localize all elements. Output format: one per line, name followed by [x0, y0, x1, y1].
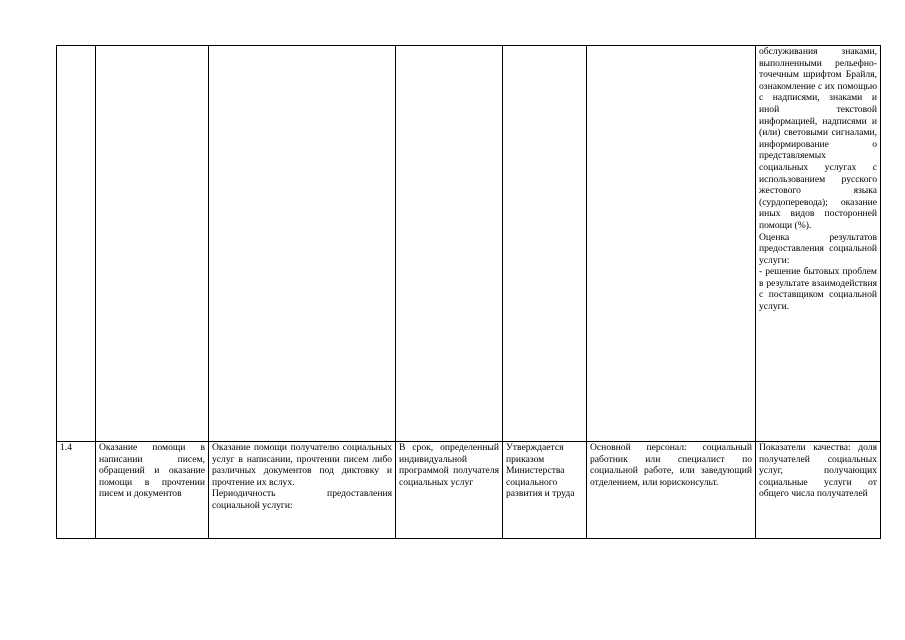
- cell-staff: [587, 46, 756, 442]
- cell-quality: [756, 46, 881, 442]
- cell-service-name: Оказание помощи в написании писем, обращений и оказание помощи в прочтении писем и документов: [96, 442, 209, 539]
- quality-paragraph: Показатели качества: доля получателей социальных услуг, получающих социальные услуги от общего числа получателей: [759, 442, 877, 500]
- description-paragraph: Оказание помощи получателю социальных услуг в написании, прочтении писем либо различных документов под диктовку и прочтение их вслух.: [212, 442, 392, 488]
- table-row: [57, 46, 881, 442]
- cell-staff: Основной персонал: социальный работник или специалист по социальной работе, или заведующий отделением, или юрисконсульт.: [587, 442, 756, 539]
- cell-standard: Утверждается приказом Министерства социального развития и труда: [503, 442, 587, 539]
- cell-service-name: [96, 46, 209, 442]
- cell-quality: [756, 442, 881, 539]
- cell-number: [57, 46, 96, 442]
- cell-description: [209, 46, 396, 442]
- cell-description: [209, 442, 396, 539]
- quality-paragraph: обслуживания знаками, выполненными рельефно-точечным шрифтом Брайля, ознакомление с их помощью с надписями, знаками и иной текстовой информацией, надписями и (или) световыми сигналами, информирование о представляемых социальных услугах с использованием русского жестового языка (сурдоперевода); оказание иных видов посторонней помощи (%).: [759, 46, 877, 231]
- cell-term: [396, 46, 503, 442]
- quality-paragraph: Оценка результатов предоставления социальной услуги:: [759, 231, 877, 266]
- quality-paragraph: - решение бытовых проблем в результате взаимодействия с поставщиком социальной услуги.: [759, 266, 877, 313]
- table-row: [57, 442, 881, 539]
- services-table: [56, 45, 881, 539]
- description-paragraph: Периодичность предоставления социальной услуги:: [212, 488, 392, 511]
- cell-standard: [503, 46, 587, 442]
- cell-number: 1.4: [57, 442, 96, 539]
- cell-term: В срок, определенный индивидуальной программой получателя социальных услуг: [396, 442, 503, 539]
